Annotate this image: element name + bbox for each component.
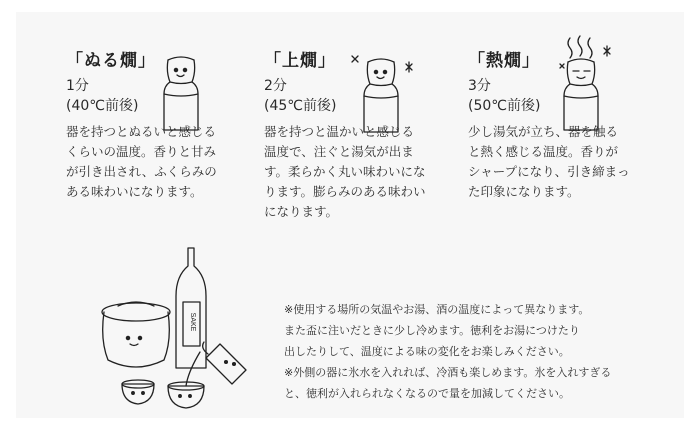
sake-set-illustration: [88, 240, 268, 418]
tokkuri-hot-icon: [556, 34, 616, 134]
column-title: 「熱燗」: [468, 51, 540, 71]
heating-time: 2分: [264, 78, 287, 94]
usage-notes: [284, 299, 611, 404]
note-line: ※外側の器に氷水を入れれば、冷酒も楽しめます。氷を入れすぎる: [284, 366, 612, 379]
content-panel: [16, 12, 684, 418]
heating-time: 1分: [66, 78, 89, 94]
tokkuri-warm-icon: [350, 50, 416, 136]
temperature: (45℃前後): [264, 98, 337, 114]
note-line: と、徳利が入れられなくなるので量を加減してください。: [284, 387, 570, 400]
temperature: (50℃前後): [468, 98, 541, 114]
description: 器を持つとぬるいと感じるくらいの温度。香りと甘みが引き出され、ふくらみのある味わいになります。: [66, 124, 217, 199]
temperature: (40℃前後): [66, 98, 139, 114]
bottle-label: SAKE: [189, 312, 196, 332]
note-line: また盃に注いだときに少し冷めます。徳利をお湯につけたり: [284, 324, 580, 337]
column-title: 「上燗」: [264, 51, 336, 71]
tokkuri-lukewarm-icon: [156, 52, 206, 134]
heating-time: 3分: [468, 78, 491, 94]
description: 器を持つと温かいと感じる温度で、注ぐと湯気が出ます。柔らかく丸い味わいになります。膨らみのある味わいになります。: [264, 124, 426, 219]
column-title: 「ぬる燗」: [66, 51, 156, 71]
note-line: ※使用する場所の気温やお湯、酒の温度によって異なります。: [284, 303, 590, 316]
description: 少し湯気が立ち、器を触ると熱く感じる温度。香りがシャープになり、引き締まった印象になります。: [468, 124, 630, 199]
note-line: 出したりして、温度による味の変化をお楽しみください。: [284, 345, 570, 358]
